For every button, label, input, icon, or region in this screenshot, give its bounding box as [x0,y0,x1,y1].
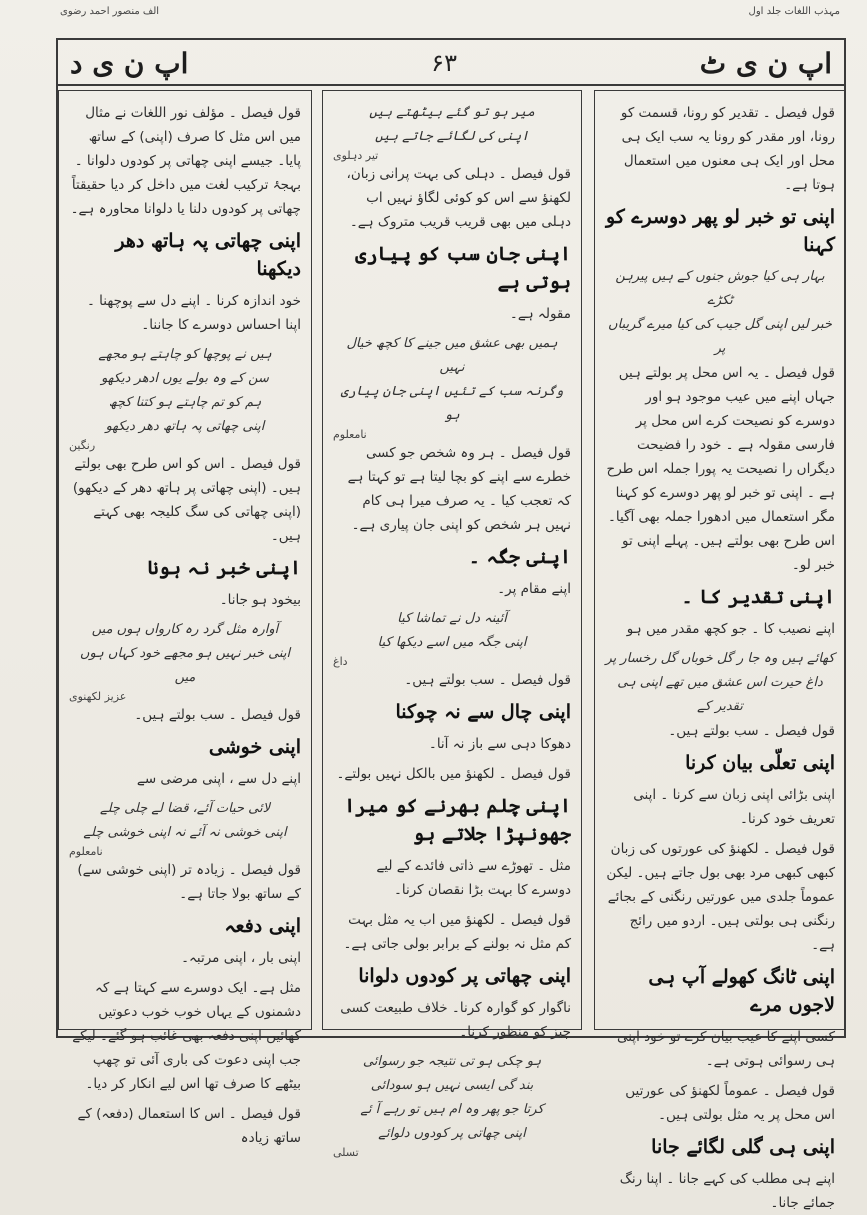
headword: اپنی ہی گلی لگائے جانا [651,1136,835,1158]
verse-line: اپنی خبر نہیں ہو مجھے خود کہاں ہوں میں [79,646,291,685]
poet-name: عزیز لکھنوی [69,690,127,703]
headword: اپنی چلم بھرنے کو میرا جھونپڑا جلاتے ہو [344,795,571,845]
verse-line: اپنی چھاتی پر کودوں دلوائے [378,1126,526,1141]
verse-line: اپنی خوشی نہ آئے نہ اپنی خوشی چلے [83,825,287,840]
paragraph: قول فیصل ۔ اس کا استعمال (دفعہ) کے ساتھ زیادہ [77,1106,301,1146]
verse-line: ہمیں بھی عشق میں جینے کا کچھ خیال نہیں [346,336,558,375]
paragraph: قول فیصل ۔ سب بولتے ہیں۔ [668,723,835,739]
paragraph: قول فیصل ۔ لکھنؤ میں اب یہ مثل بہت کم مثل نہ بولنے کے برابر بولی جاتی ہے۔ [343,912,571,952]
page-number: ۶۳ [431,49,457,77]
paragraph: اپنے دل سے ، اپنی مرضی سے [136,771,301,787]
page-header [58,42,844,86]
headword: اپنی چھاتی پر کودوں دلوانا [358,965,571,987]
header-right-word: اپ ن ی ٹ [699,46,832,80]
verse-line: ہو چکی ہو تی نتیجہ جو رسوائی [362,1054,542,1069]
paragraph: اپنے ہی مطلب کی کہے جانا ۔ اپنا رنگ جمائے جانا۔ [619,1171,835,1211]
verse-line: اپنی جگہ میں اسے دیکھا کیا [377,635,527,650]
paragraph: قول فیصل ۔ عموماً لکھنؤ کی عورتیں اس محل پر یہ مثل بولتی ہیں۔ [625,1083,835,1123]
column-left [58,90,312,1146]
headword: اپنی خوشی [208,736,301,758]
verse-line: سن کے وہ بولے یوں ادھر دیکھو [101,371,269,386]
column-right [594,90,846,1211]
verse-line: بند گی ایسی نہیں ہو سودائی [370,1078,534,1093]
paragraph: قول فیصل ۔ زیادہ تر (اپنی خوشی سے) کے ساتھ بولا جاتا ہے۔ [77,862,301,902]
paragraph: اپنے مقام پر۔ [497,581,571,597]
paragraph: خود اندازہ کرنا ۔ اپنے دل سے پوچھنا ۔ اپنا احساس دوسرے کا جاننا۔ [86,293,301,333]
paragraph: اپنے نصیب کا ۔ جو کچھ مقدر میں ہو [626,621,835,637]
paragraph: دھوکا دہی سے باز نہ آنا۔ [428,736,571,752]
paragraph: مثل ۔ تھوڑے سے ذاتی فائدے کے لیے دوسرے کا بہت بڑا نقصان کرنا۔ [376,858,571,898]
paragraph: قول فیصل ۔ اس کو اس طرح بھی بولتے ہیں۔ (اپنی چھاتی پر ہاتھ دھر کے دیکھو) (اپنی چھاتی کی سگ کلیجہ بھی کہتے ہیں۔ [72,456,301,544]
paragraph: قول فیصل ۔ سب بولتے ہیں۔ [404,672,571,688]
verse-line: آئینہ دل نے تماشا کیا [397,611,507,626]
headword: اپنی چھاتی پہ ہاتھ دھر دیکھنا [115,230,301,280]
verse-line: کرتا جو پھر وہ ام ہیں تو رہے آ ئے [360,1102,544,1117]
headword: اپنی جان سب کو پیاری ہوتی ہے [355,243,571,293]
poet-name: نامعلوم [333,428,367,441]
paragraph: قول فیصل ۔ ہر وہ شخص جو کسی خطرے سے اپنے کو بچا لیتا ہے تو کہتا ہے کہ تعجب کیا ۔ یہ صرف میرا ہی کام نہیں ہر شخص کو اپنی جان پیاری ہے۔ [347,445,571,533]
headword: اپنی تعلّی بیان کرنا [685,752,835,774]
headword: اپنی چال سے نہ چوکنا [395,701,571,723]
paragraph: اپنی بڑائی اپنی زبان سے کرنا ۔ اپنی تعریف خود کرنا۔ [633,787,835,827]
paragraph: قول فیصل ۔ تقدیر کو رونا، قسمت کو رونا، اور مقدر کو رونا یہ سب ایک ہی محل اور ایک ہی معنوں میں استعمال ہوتا ہے۔ [620,105,835,193]
paragraph: ناگوار کو گوارہ کرنا۔ خلاف طبیعت کسی چیز کو منظور کرنا۔ [340,1000,571,1040]
paragraph: بیخود ہو جانا۔ [219,592,301,608]
verse-line: ہیں نے پوچھا کو چاہتے ہو مجھے [98,347,272,362]
top-strip [60,6,840,26]
paragraph: قول فیصل ۔ لکھنؤ میں بالکل نہیں بولتے۔ [336,766,571,782]
poet-name: تیر دہلوی [333,149,379,162]
poet-name: رنگین [69,439,96,452]
verse-line: کھائے ہیں وہ جا ر گل خوباں گل رخسار پر [605,651,835,666]
column-middle [322,90,582,1159]
headword: اپنی ٹانگ کھولے آپ ہی لاجوں مرے [648,966,835,1016]
paragraph: قول فیصل ۔ یہ اس محل پر بولتے ہیں جہاں اپنے میں عیب موجود ہو اور دوسرے کو نصیحت کرے اس محل پر فارسی مقولہ ہے ۔ خود را فضیحت دیگراں را نصیحت یہ پورا جملہ اس طرح ہے ۔ اپنی تو خبر لو پھر دوسرے کو کہنا مگر استعمال میں ادھورا جملہ بھی آگیا۔ اس طرح بھی بولتے ہیں۔ پہلے اپنی تو خبر لو۔ [606,365,835,573]
paragraph: مقولہ ہے۔ [509,306,571,322]
headword: اپنی تو خبر لو پھر دوسرے کو کہنا [605,206,835,256]
paragraph: کسی اپنے کا عیب بیان کرے تو خود اپنی ہی رسوائی ہوتی ہے۔ [616,1029,835,1069]
paragraph: قول فیصل ۔ لکھنؤ کی عورتوں کی زبان کبھی کبھی مرد بھی بول جاتے ہیں۔ لیکن عموماً جلدی میں عورتیں رنگنی کے بجائے رنگنی ہی بولتی ہیں۔ اردو میں رائج ہے۔ [606,841,835,953]
headword: اپنی خبر نہ ہونا [147,557,301,579]
paragraph: قول فیصل ۔ سب بولتے ہیں۔ [134,707,301,723]
verse-line: بہار ہی کیا جوش جنوں کے ہیں پیرہن ٹکڑے [615,269,825,308]
poet-name: نامعلوم [69,845,103,858]
headword: اپنی دفعہ [224,915,301,937]
paragraph: قول فیصل ۔ مؤلف نور اللغات نے مثال میں اس مثل کا صرف (اپنی) کے ساتھ پایا۔ جیسے اپنی چھاتی پر کودوں دلوانا ۔ بہجۂ ترکیب لغت میں داخل کر دیا حقیقتاً چھاتی پر کودوں دلنا یا دلوانا محاورہ ہے۔ [70,105,301,217]
paragraph: مثل ہے۔ ایک دوسرے سے کہتا ہے کہ دشمنوں کے یہاں خوب خوب دعوتیں کھائیں اپنی دفعہ بھی غائب ہو گئے۔ لیکے جب اپنی دعوت کی باری آئی تو چھپ بیٹھے کا صرف تھا اس لیے انکار کر دیا۔ [72,980,301,1092]
verse-line: داغ حیرت اس عشق میں تھے اپنی ہی تقدیر کے [617,675,823,714]
headword: اپنی جگہ ۔ [468,546,571,568]
verse-line: ہم کو تم چاہتے ہو کتنا کچھ [108,395,262,410]
paragraph: قول فیصل ۔ دہلی کی بہت پرانی زبان، لکھنؤ سے اس کو کوئی لگاؤ نہیں اب دہلی میں بھی قریب قریب متروک ہے۔ [346,166,571,230]
verse-line: میر ہو تو گئے بیٹھتے ہیں [369,105,535,120]
running-title: مہذب اللغات جلد اول [748,6,840,17]
verse-line: خبر لیں اپنی گل جیب کی کیا میرے گریباں پر [608,317,832,356]
poet-name: تسلی [333,1146,359,1159]
headword: اپنی تقدیر کا ۔ [681,586,835,608]
verse-line: وگرنہ سب کے تئیں اپنی جان پیاری ہو [340,384,564,423]
verse-line: لائی حیات آئے، قضا لے چلی چلے [99,801,271,816]
header-left-word: اپ ن ی د [70,46,189,80]
verse-line: اپنی کی لگائے جاتے ہیں [375,129,529,144]
running-note: الف منصور احمد رضوی [60,6,160,17]
poet-name: داغ [333,655,348,668]
verse-line: اپنی چھاتی پہ ہاتھ دھر دیکھو [105,419,265,434]
paragraph: اپنی بار ، اپنی مرتبہ۔ [181,950,301,966]
verse-line: آوارہ مثل گرد رہ کارواں ہوں میں [91,622,279,637]
